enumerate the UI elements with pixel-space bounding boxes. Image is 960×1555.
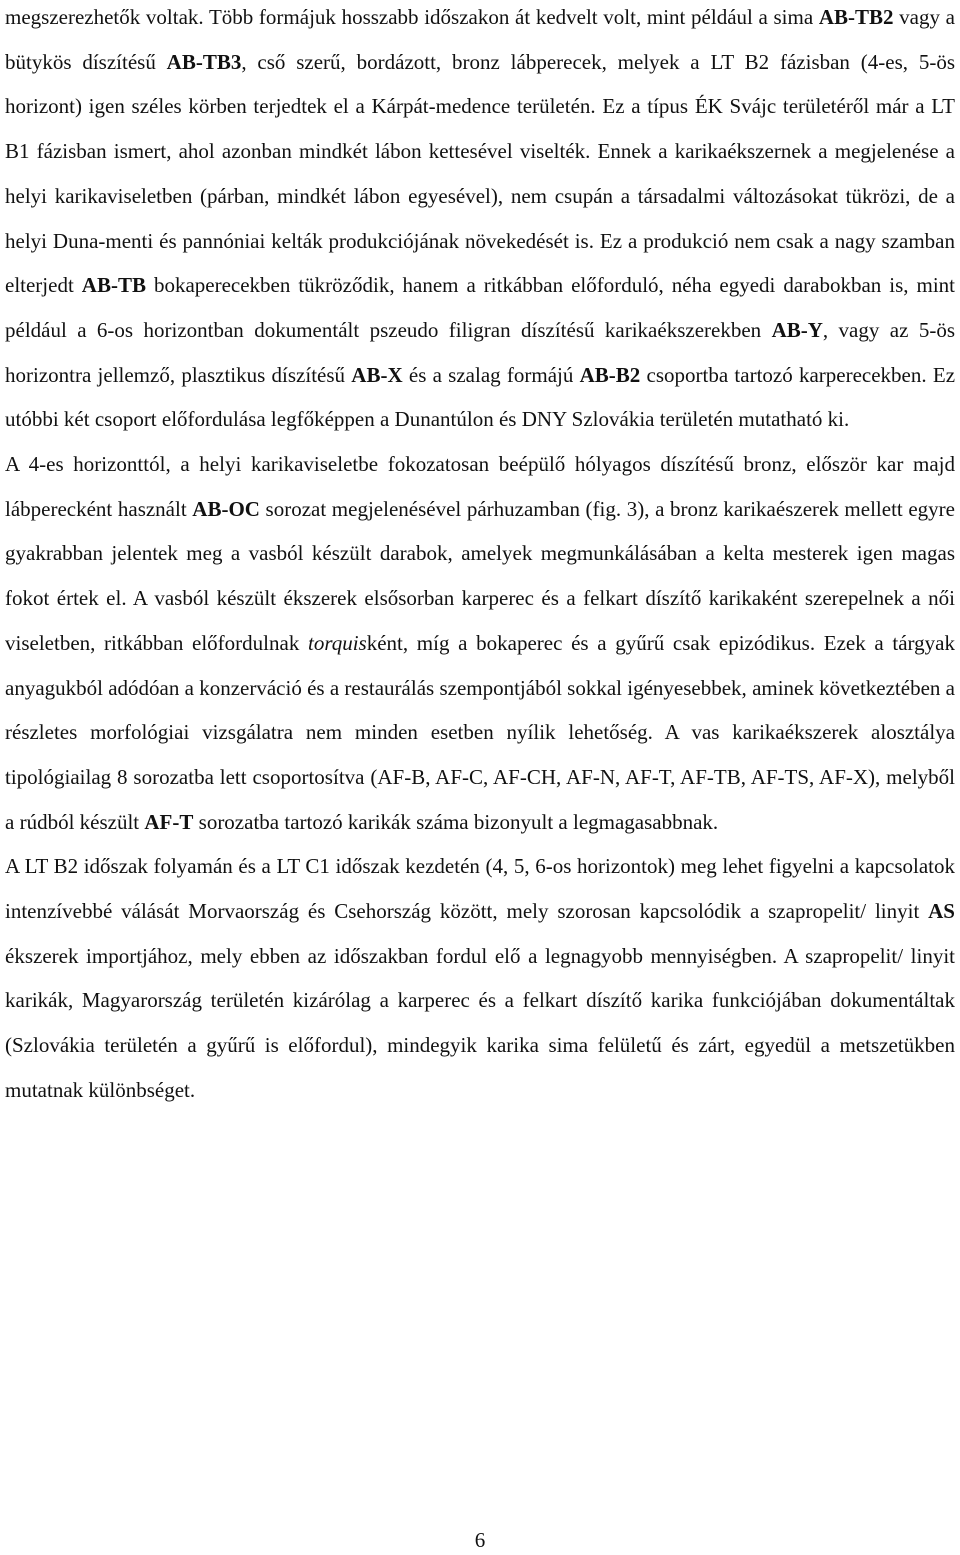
text-run: ékszerek importjához, mely ebben az időszakban fordul elő a legnagyobb mennyiségben. A szapropelit/ linyit karikák, Magyarország területén kizárólag a karperec és a felkart díszítő karika funkciójában dokumentáltak (Szlovákia területén a gyűrű is előfordul), mindegyik karika sima felületű és zárt, egyedül a metszetükben mutatnak különbséget. bbox=[5, 943, 955, 1102]
type-code-ab-oc: AB-OC bbox=[192, 496, 260, 521]
text-run: megszerezhetők voltak. Több formájuk hosszabb időszakon át kedvelt volt, mint például a sima bbox=[5, 5, 819, 29]
type-code-ab-tb: AB-TB bbox=[81, 273, 146, 298]
type-code-ab-b2: AB-B2 bbox=[579, 362, 641, 387]
type-code-af-t: AF-T bbox=[144, 809, 194, 834]
text-run: ként, míg a bokaperec és a gyűrű csak epizódikus. Ezek a tárgyak anyagukból adódóan a konzerváció és a restaurálás szempontjából sokkal igényesebbek, aminek következtében a részletes morfológiai vizsgálatra nem minden esetben nyílik lehetőség. A vas karikaékszerek alosztálya tipológiailag 8 sorozatba lett csoportosítva (AF-B, AF-C, AF-CH, AF-N, AF-T, AF-TB, AF-TS, AF-X), melyből a rúdból készült bbox=[5, 630, 955, 834]
type-code-ab-tb3: AB-TB3 bbox=[166, 49, 242, 74]
paragraph-2 bbox=[5, 442, 955, 844]
text-run: bokaperecekben tükröződik, hanem a ritkábban előforduló, néha egyedi darabokban is, mint például a 6-os horizontban dokumentált pszeudo filigran díszítésű karikaékszerekben bbox=[5, 273, 956, 342]
text-run: sorozat megjelenésével párhuzamban (fig. 3), a bronz karikaészerek mellett egyre gyakrabban jelentek meg a vasból készült darabok, amelyek megmunkálásában a kelta mesterek igen magas fokot értek el. A vasból készült ékszerek elsősorban karperec és a felkart díszítő karikaként szerepelnek a női viseletben, ritkábban előfordulnak bbox=[5, 496, 955, 655]
page-number: 6 bbox=[474, 1528, 486, 1552]
text-run: sorozatba tartozó karikák száma bizonyult a legmagasabbnak. bbox=[193, 809, 719, 834]
text-run: csoportba tartozó karperecekben. Ez utóbbi két csoport előfordulása legfőképpen a Dunantúlon és DNY Szlovákia területén mutatható ki. bbox=[5, 362, 956, 432]
type-code-ab-tb2: AB-TB2 bbox=[818, 5, 894, 29]
paragraph-3 bbox=[5, 844, 955, 1112]
type-code-ab-y: AB-Y bbox=[771, 317, 823, 342]
text-run: és a szalag formájú bbox=[402, 362, 580, 387]
body-text bbox=[5, 0, 955, 1113]
text-run: A 4-es horizonttól, a helyi karikaviseletbe fokozatosan beépülő hólyagos díszítésű bronz, először kar majd lábperecként használt bbox=[5, 452, 955, 521]
text-run: , cső szerű, bordázott, bronz lábperecek, melyek a LT B2 fázisban (4-es, 5-ös horizont) igen széles körben terjedtek el a Kárpát-medence területén. Ez a típus ÉK Svájc területéről már a LT B1 fázisban ismert, ahol azonban mindkét lábon kettesével viselték. Ennek a karikaékszernek a megjelenése a helyi karikaviseletben (párban, mindkét lábon egyesével), nem csupán a társadalmi változásokat tükrözi, de a helyi Duna-menti és pannóniai kelták produkciójának növekedését is. Ez a produkció nem csak a nagy szamban elterjedt bbox=[5, 49, 955, 298]
italic-term-torquis: torquis bbox=[308, 630, 367, 655]
text-run: , vagy az 5-ös horizontra jellemző, plasztikus díszítésű bbox=[5, 317, 955, 387]
paragraph-1 bbox=[5, 0, 955, 442]
text-run: A LT B2 időszak folyamán és a LT C1 időszak kezdetén (4, 5, 6-os horizontok) meg lehet figyelni a kapcsolatok intenzívebbé válását Morvaország és Csehország között, mely szorosan kapcsolódik a szapropelit/ linyit bbox=[5, 854, 955, 924]
type-code-ab-x: AB-X bbox=[351, 362, 403, 387]
text-run: vagy a bütykös díszítésű bbox=[5, 5, 955, 74]
type-code-as: AS bbox=[928, 899, 955, 924]
